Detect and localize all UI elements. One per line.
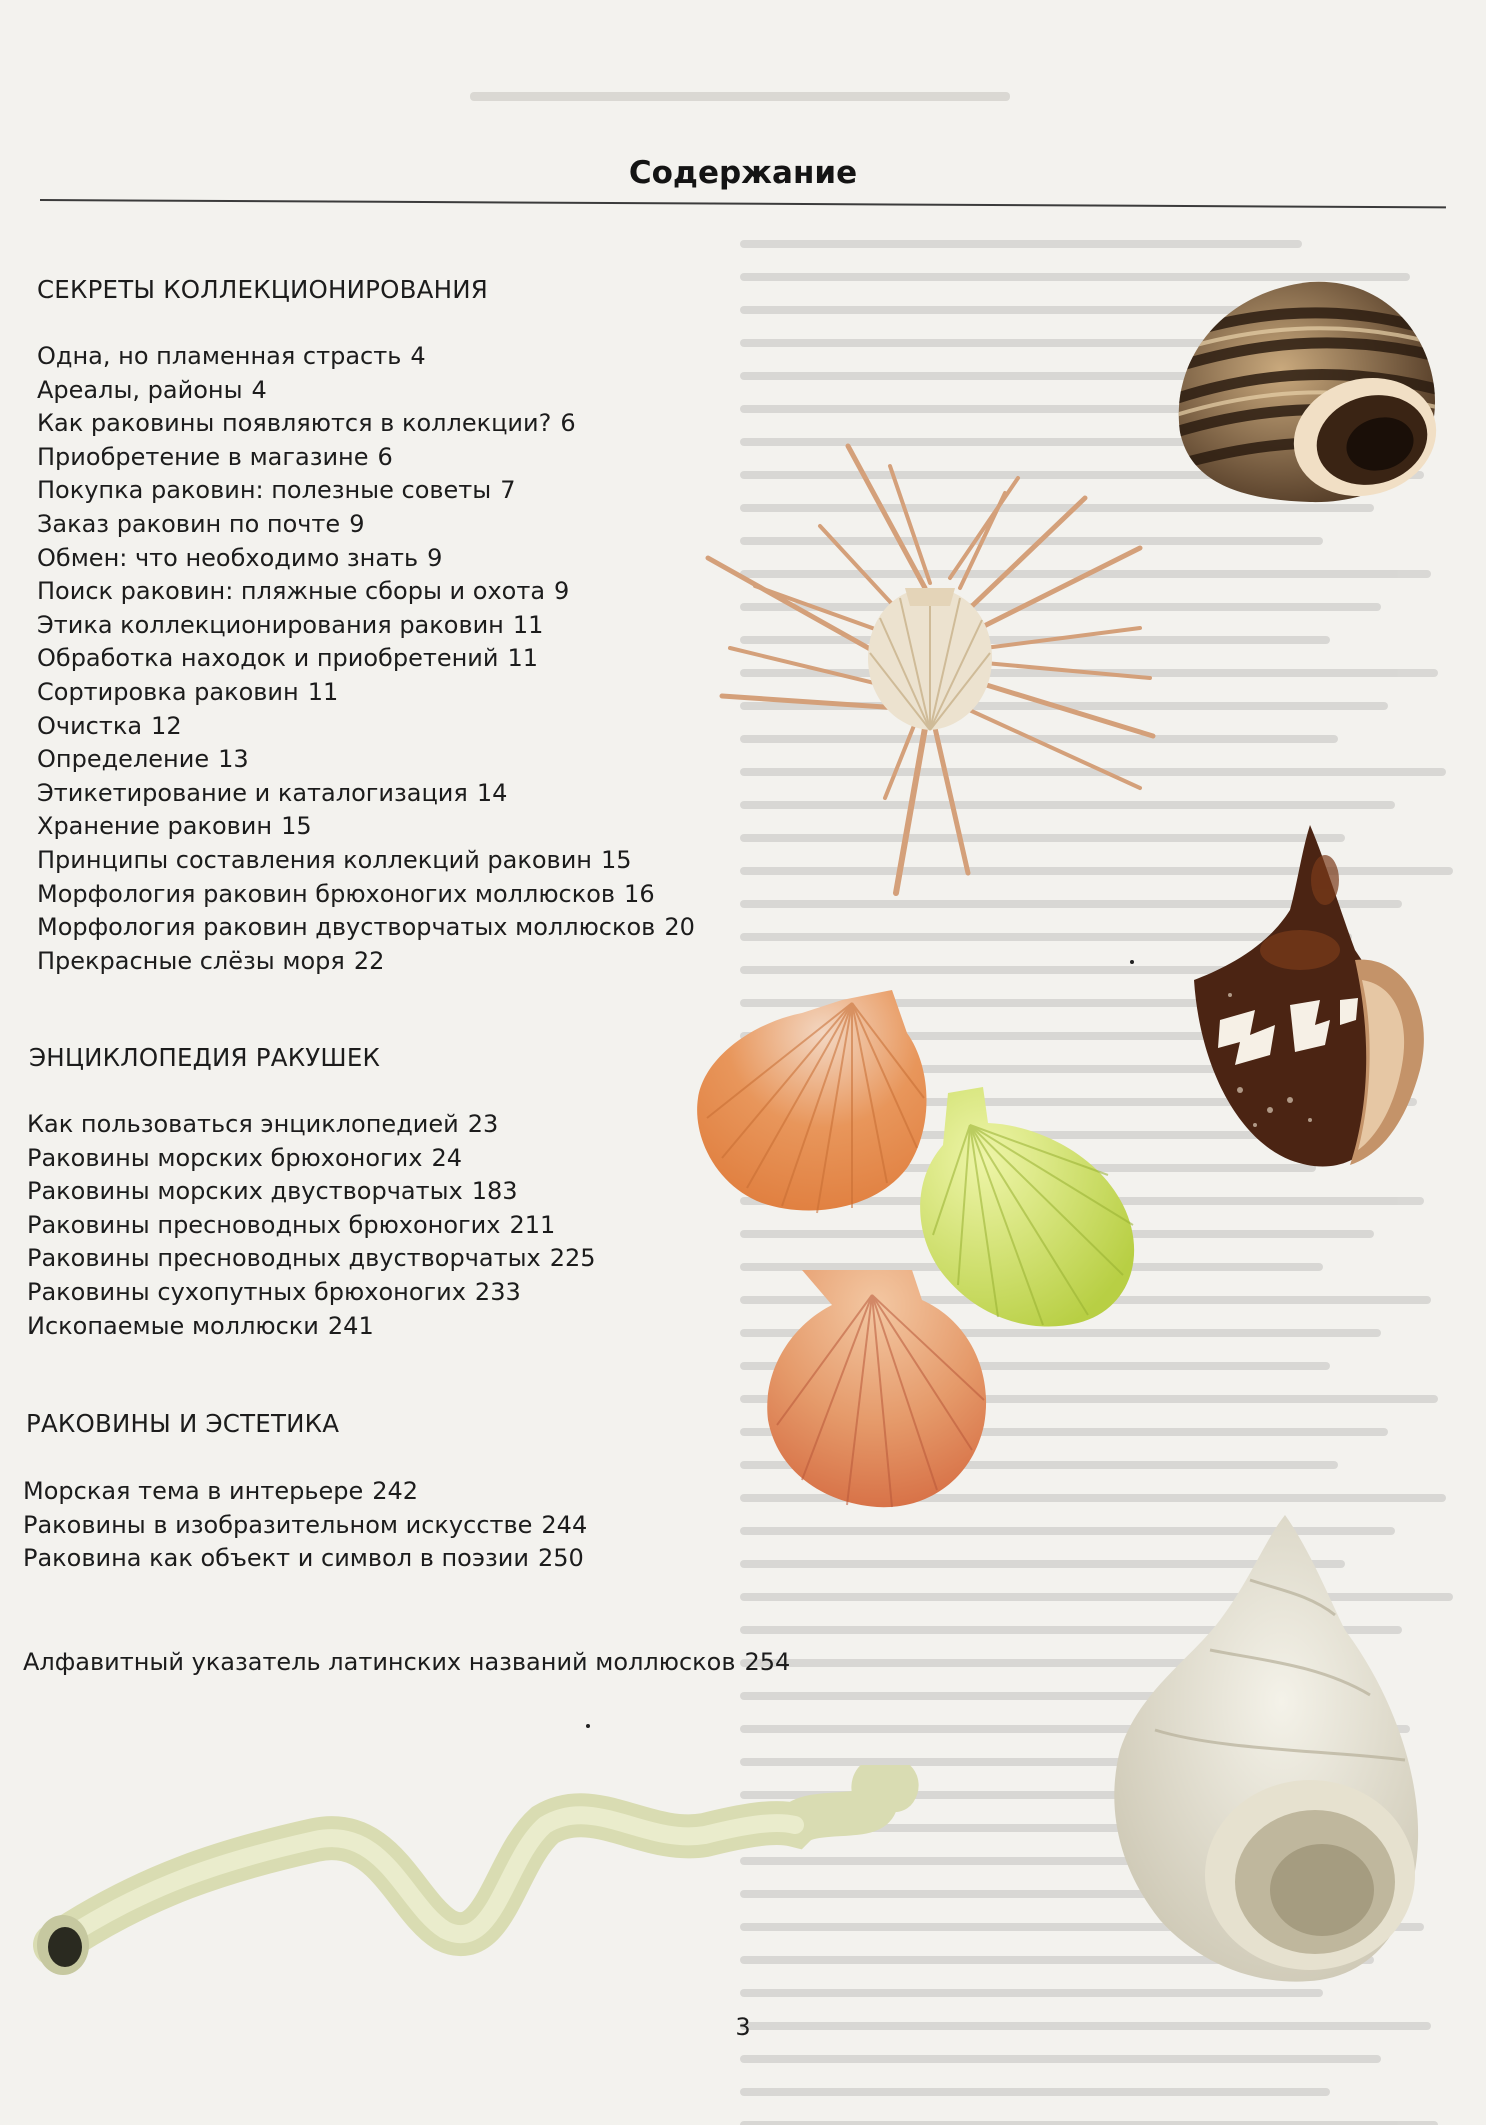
- toc-item: [27, 1175, 596, 1209]
- toc-item-text: Поиск раковин: пляжные сборы и охота: [37, 577, 546, 606]
- toc-item-text: Раковины пресноводных двустворчатых: [27, 1244, 541, 1273]
- toc-item-text: Морфология раковин двустворчатых моллюсков: [37, 913, 656, 942]
- toc-item: [27, 1310, 596, 1344]
- toc-item-text: Приобретение в магазине: [37, 442, 369, 471]
- bleed-line: [740, 2121, 1438, 2125]
- toc-index-entry: [23, 1645, 790, 1679]
- toc-list-aesthetics: [23, 1475, 587, 1576]
- toc-item-page: 9: [554, 577, 570, 606]
- toc-item-page: 6: [560, 409, 576, 438]
- toc-item-page: 7: [500, 476, 516, 505]
- toc-item-page: 9: [427, 543, 443, 572]
- toc-item-text: Покупка раковин: полезные советы: [37, 476, 492, 505]
- toc-item-text: Очистка: [37, 711, 143, 740]
- section-heading-collecting: СЕКРЕТЫ КОЛЛЕКЦИОНИРОВАНИЯ: [37, 275, 488, 304]
- toc-item: [23, 1475, 587, 1509]
- toc-item: [37, 642, 695, 676]
- toc-item: [27, 1242, 596, 1276]
- toc-item: [23, 1509, 587, 1543]
- toc-item: [37, 844, 695, 878]
- toc-item-page: 15: [281, 812, 312, 841]
- speck: [1130, 960, 1134, 964]
- toc-item-text: Ископаемые моллюски: [27, 1311, 319, 1340]
- toc-item: [27, 1108, 596, 1142]
- toc-item: [37, 542, 695, 576]
- toc-item: [37, 945, 695, 979]
- toc-item-page: 11: [307, 677, 339, 706]
- toc-item-text: Обмен: что необходимо знать: [37, 543, 419, 572]
- toc-item-page: 6: [377, 442, 393, 471]
- toc-item: [37, 609, 695, 643]
- toc-item: [37, 676, 695, 710]
- toc-item: [27, 1142, 596, 1176]
- toc-item-text: Как раковины появляются в коллекции?: [37, 409, 552, 438]
- toc-item-text: Алфавитный указатель латинских названий моллюсков: [23, 1648, 736, 1676]
- garden-snail-shell-image: [1160, 272, 1450, 512]
- toc-item-text: Принципы составления коллекций раковин: [37, 845, 592, 874]
- toc-item-text: Морфология раковин брюхоногих моллюсков: [37, 879, 616, 908]
- toc-list-encyclopedia: [27, 1108, 596, 1343]
- toc-item-page: 183: [471, 1177, 518, 1206]
- toc-item-page: 241: [327, 1311, 374, 1340]
- toc-item-page: 244: [541, 1510, 588, 1539]
- toc-item-text: Этика коллекционирования раковин: [37, 610, 504, 639]
- red-scallop-shell-image: [762, 1265, 1002, 1515]
- toc-item-text: Обработка находок и приобретений: [37, 644, 499, 673]
- toc-item-page: 11: [507, 644, 539, 673]
- toc-item-page: 24: [431, 1143, 462, 1172]
- toc-item-text: Хранение раковин: [37, 812, 273, 841]
- toc-item-page: 9: [349, 509, 365, 538]
- toc-item: [23, 1542, 587, 1576]
- toc-item-page: 11: [512, 610, 544, 639]
- bleed-line: [740, 240, 1302, 248]
- toc-item-page: 12: [151, 711, 182, 740]
- toc-item-page: 211: [509, 1210, 556, 1239]
- bleed-line: [740, 2055, 1381, 2063]
- toc-item-text: Заказ раковин по почте: [37, 509, 341, 538]
- toc-item-text: Ареалы, районы: [37, 375, 243, 404]
- toc-item-page: 22: [353, 946, 385, 975]
- toc-item-text: Определение: [37, 745, 210, 774]
- toc-item-text: Этикетирование и каталогизация: [37, 778, 468, 807]
- page-title: Содержание: [628, 155, 858, 191]
- toc-item-text: Как пользоваться энциклопедией: [27, 1110, 459, 1138]
- toc-item-text: Раковины морских брюхоногих: [27, 1143, 423, 1172]
- speck: [586, 1724, 590, 1728]
- toc-item: [37, 575, 695, 609]
- toc-item-page: 23: [467, 1110, 499, 1138]
- toc-item-page: 4: [251, 375, 267, 404]
- toc-item: [37, 374, 695, 408]
- toc-item: [37, 810, 695, 844]
- toc-item: [37, 508, 695, 542]
- toc-item: [37, 441, 695, 475]
- toc-item: [37, 743, 695, 777]
- toc-list-collecting: [37, 340, 695, 978]
- bleed-line: [740, 2088, 1330, 2096]
- toc-item-text: Раковины морских двустворчатых: [27, 1177, 463, 1206]
- page-number: 3: [735, 2013, 751, 2041]
- toc-item-text: Одна, но пламенная страсть: [37, 342, 402, 370]
- toc-item-page: 20: [664, 913, 695, 942]
- orange-scallop-shell-image: [692, 988, 942, 1223]
- spiny-scallop-shell-image: [700, 438, 1160, 898]
- toc-item-text: Сортировка раковин: [37, 677, 299, 706]
- toc-item: [37, 777, 695, 811]
- toc-item-text: Раковины сухопутных брюхоногих: [27, 1277, 466, 1306]
- toc-item: [37, 407, 695, 441]
- toc-item: [37, 878, 695, 912]
- toc-item-page: 16: [624, 879, 655, 908]
- toc-item-text: Раковина как объект и символ в поэзии: [23, 1544, 529, 1573]
- toc-item: [27, 1276, 596, 1310]
- toc-item-page: 233: [474, 1277, 521, 1306]
- bleed-through-header: [470, 92, 1010, 101]
- toc-item: [37, 474, 695, 508]
- toc-item-page: 254: [744, 1648, 791, 1676]
- white-snail-shell-image: [1100, 1510, 1430, 1990]
- toc-item-page: 4: [410, 342, 426, 370]
- toc-item-text: Морская тема в интерьере: [23, 1477, 364, 1505]
- title-rule: [40, 199, 1446, 208]
- toc-item: [37, 911, 695, 945]
- section-heading-aesthetics: РАКОВИНЫ И ЭСТЕТИКА: [26, 1409, 340, 1438]
- toc-item-page: 14: [476, 778, 508, 807]
- section-heading-encyclopedia: ЭНЦИКЛОПЕДИЯ РАКУШЕК: [29, 1043, 381, 1072]
- toc-item-text: Прекрасные слёзы моря: [37, 946, 345, 975]
- toc-item-text: Раковины в изобразительном искусстве: [23, 1510, 533, 1539]
- cone-shell-image: [1180, 820, 1440, 1190]
- toc-item-text: Раковины пресноводных брюхоногих: [27, 1210, 501, 1239]
- worm-shell-image: [25, 1765, 925, 1990]
- toc-item-page: 242: [372, 1477, 419, 1505]
- toc-item-page: 15: [600, 845, 632, 874]
- bleed-line: [740, 1989, 1323, 1997]
- toc-item-page: 225: [549, 1244, 596, 1273]
- toc-item: [37, 710, 695, 744]
- toc-item: [37, 340, 695, 374]
- toc-item-page: 250: [537, 1544, 584, 1573]
- toc-item: [27, 1209, 596, 1243]
- toc-item-page: 13: [218, 745, 249, 774]
